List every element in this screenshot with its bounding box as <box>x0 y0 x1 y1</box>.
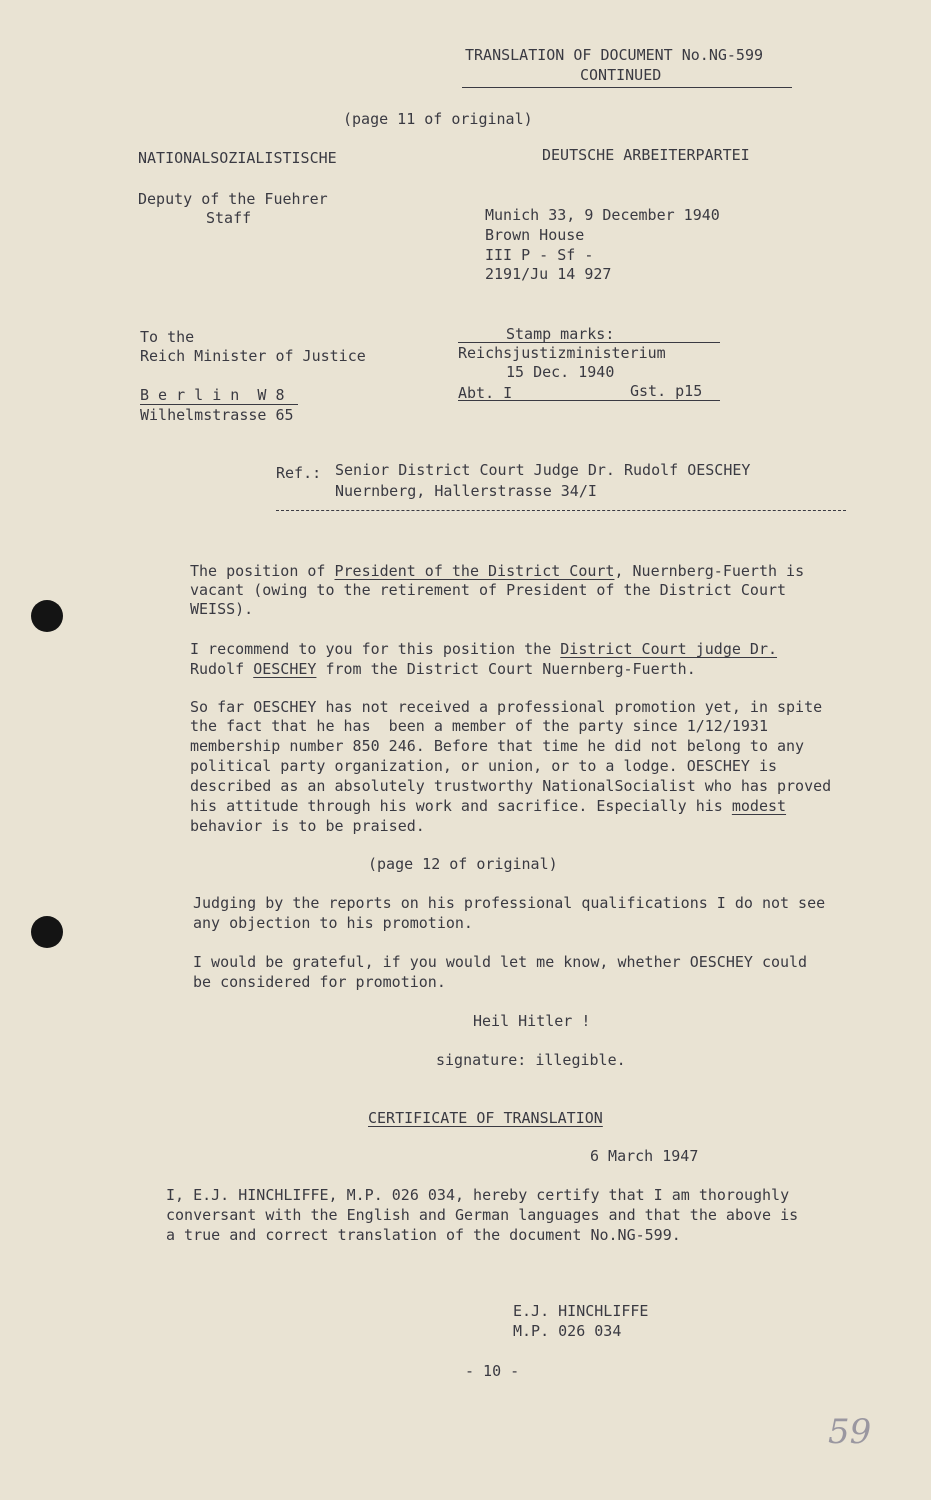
para1-line2: vacant (owing to the retirement of President of the District Court <box>190 581 787 599</box>
file-reference-1: III P - Sf - <box>485 246 594 264</box>
ref-dashed-rule <box>276 510 846 511</box>
pencil-folio-mark: 59 <box>828 1412 872 1452</box>
ref-line-2: Nuernberg, Hallerstrasse 34/I <box>335 482 597 500</box>
certificate-date: 6 March 1947 <box>590 1147 699 1165</box>
stamp-ministry: Reichsjustizministerium <box>458 344 666 362</box>
para2-line1: I recommend to you for this position the District Court judge Dr. <box>190 640 778 658</box>
recipient-city-underline <box>140 404 298 405</box>
stamp-gst: Gst. p15 <box>630 382 703 400</box>
para4-line1: Judging by the reports on his professional qualifications I do not see <box>193 894 826 912</box>
sender-line-2: Staff <box>206 209 252 227</box>
title-underline <box>462 87 792 88</box>
punch-hole-top <box>31 600 63 632</box>
certificate-heading: CERTIFICATE OF TRANSLATION <box>368 1109 603 1127</box>
punch-hole-bottom <box>31 916 63 948</box>
para3-line4: political party organization, or union, or to a lodge. OESCHEY is <box>190 757 777 775</box>
page-reference-11: (page 11 of original) <box>343 110 533 128</box>
sender-line-1: Deputy of the Fuehrer <box>138 190 328 208</box>
signature-note: signature: illegible. <box>436 1051 626 1069</box>
stamp-heading: Stamp marks: <box>506 325 615 343</box>
stamp-bottom-rule <box>458 400 720 401</box>
signer-id: M.P. 026 034 <box>513 1322 622 1340</box>
recipient-street: Wilhelmstrasse 65 <box>140 406 294 424</box>
document-title: TRANSLATION OF DOCUMENT No.NG-599 <box>465 46 764 64</box>
document-title-continued: CONTINUED <box>580 66 662 84</box>
page-reference-12: (page 12 of original) <box>368 855 558 873</box>
stamp-date: 15 Dec. 1940 <box>506 363 615 381</box>
para4-line2: any objection to his promotion. <box>193 914 473 932</box>
para3-line3: membership number 850 246. Before that time he did not belong to any <box>190 737 805 755</box>
para3-line7: behavior is to be praised. <box>190 817 425 835</box>
para5-line1: I would be grateful, if you would let me know, whether OESCHEY could <box>193 953 808 971</box>
para1-line3: WEISS). <box>190 600 254 618</box>
recipient-line-2: Reich Minister of Justice <box>140 347 366 365</box>
para3-line5: described as an absolutely trustworthy NationalSocialist who has proved <box>190 777 832 795</box>
para1-line1: The position of President of the District Court, Nuernberg-Fuerth is <box>190 562 805 580</box>
certificate-line3: a true and correct translation of the document No.NG-599. <box>166 1226 681 1244</box>
ref-label: Ref.: <box>276 464 322 482</box>
recipient-line-1: To the <box>140 328 195 346</box>
certificate-line1: I, E.J. HINCHLIFFE, M.P. 026 034, hereby certify that I am thoroughly <box>166 1186 790 1204</box>
para3-line2: the fact that he has been a member of the party since 1/12/1931 <box>190 717 768 735</box>
signer-name: E.J. HINCHLIFFE <box>513 1302 649 1320</box>
place-date: Munich 33, 9 December 1940 <box>485 206 720 224</box>
para3-line6: his attitude through his work and sacrifice. Especially his modest <box>190 797 787 815</box>
recipient-city: B e r l i n W 8 <box>140 386 285 404</box>
para5-line2: be considered for promotion. <box>193 973 446 991</box>
file-reference-2: 2191/Ju 14 927 <box>485 265 612 283</box>
page-number: - 10 - <box>465 1362 520 1380</box>
party-name-left: NATIONALSOZIALISTISCHE <box>138 149 337 167</box>
closing: Heil Hitler ! <box>473 1012 591 1030</box>
para2-line2: Rudolf OESCHEY from the District Court Nuernberg-Fuerth. <box>190 660 696 678</box>
stamp-heading-rule <box>458 342 720 343</box>
place-building: Brown House <box>485 226 585 244</box>
para3-line1: So far OESCHEY has not received a professional promotion yet, in spite <box>190 698 823 716</box>
party-name-right: DEUTSCHE ARBEITERPARTEI <box>542 146 750 164</box>
stamp-department: Abt. I <box>458 384 513 402</box>
ref-line-1: Senior District Court Judge Dr. Rudolf OESCHEY <box>335 461 751 479</box>
certificate-line2: conversant with the English and German languages and that the above is <box>166 1206 799 1224</box>
